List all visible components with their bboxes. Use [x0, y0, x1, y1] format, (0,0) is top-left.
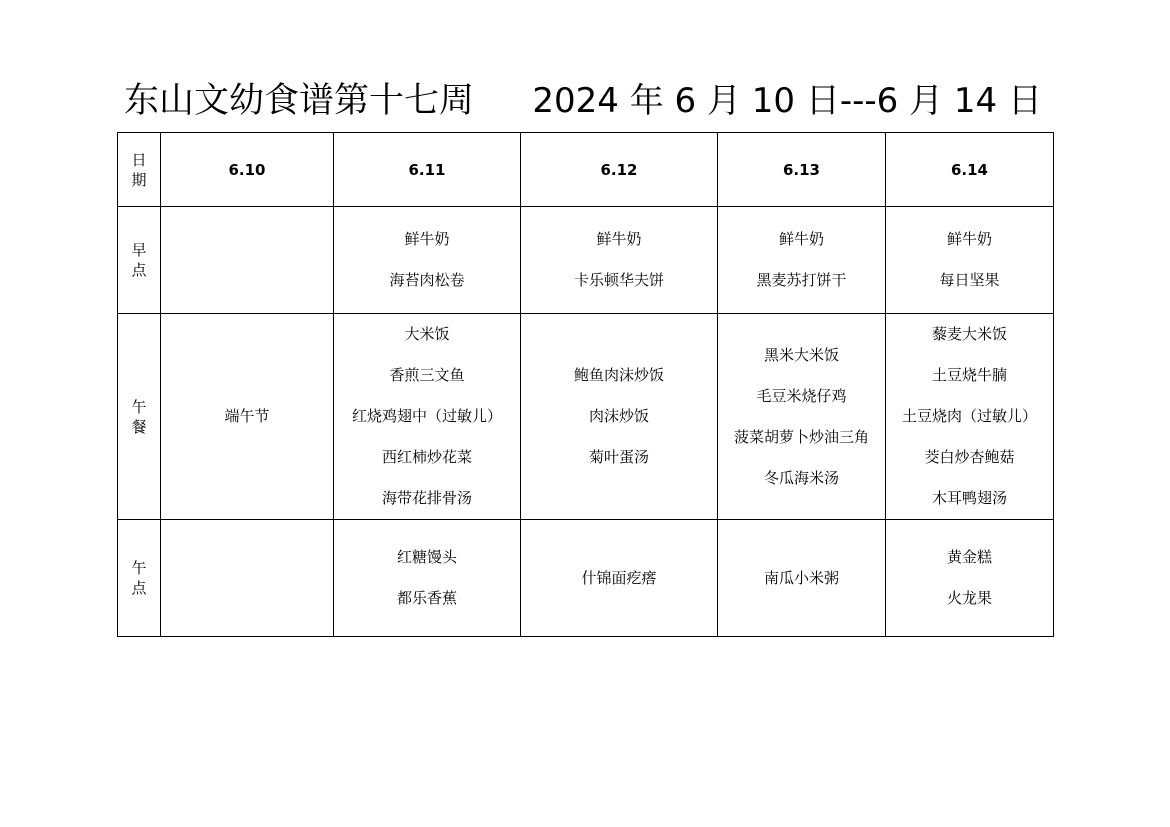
snack-cell [521, 520, 718, 637]
menu-item: 海带花排骨汤 [381, 489, 472, 507]
snack-row [118, 520, 1054, 637]
date-range: 2024 年 6 月 10 日---6 月 14 日 [532, 81, 1042, 121]
snack-cell [161, 520, 334, 637]
menu-item: 冬瓜海米汤 [763, 468, 839, 487]
menu-item: 什锦面疙瘩 [581, 568, 657, 587]
lunch-cell [521, 314, 718, 520]
menu-table [117, 132, 1054, 637]
lunch-row [118, 314, 1054, 520]
menu-item: 茭白炒杏鲍菇 [924, 448, 1015, 466]
menu-item: 黄金糕 [946, 548, 992, 566]
date-cell: 6.14 [886, 133, 1054, 207]
menu-item: 鲜牛奶 [596, 230, 642, 248]
menu-item: 大米饭 [404, 325, 450, 343]
menu-item: 黑麦苏打饼干 [756, 271, 847, 289]
snack-cell [718, 520, 886, 637]
breakfast-cell [334, 207, 521, 314]
date-row [118, 133, 1054, 207]
menu-item: 鲜牛奶 [946, 230, 992, 248]
menu-item: 南瓜小米粥 [763, 568, 839, 587]
date-cell: 6.10 [161, 133, 334, 207]
lunch-cell [161, 314, 334, 520]
breakfast-cell [886, 207, 1054, 314]
breakfast-cell [718, 207, 886, 314]
menu-item: 鲜牛奶 [404, 230, 450, 248]
menu-item: 木耳鸭翅汤 [931, 489, 1007, 507]
menu-item: 土豆烧肉（过敏儿） [901, 407, 1037, 425]
menu-item: 毛豆米烧仔鸡 [756, 386, 847, 405]
menu-item: 每日坚果 [939, 271, 1000, 289]
menu-item: 菊叶蛋汤 [588, 448, 649, 466]
menu-item: 鲜牛奶 [778, 230, 824, 248]
row-label-snack: 午 点 [118, 520, 161, 637]
menu-item: 鲍鱼肉沫炒饭 [573, 366, 664, 384]
menu-item: 西红柿炒花菜 [381, 448, 472, 466]
lunch-cell [886, 314, 1054, 520]
menu-item: 都乐香蕉 [396, 589, 457, 607]
date-cell: 6.13 [718, 133, 886, 207]
lunch-cell [334, 314, 521, 520]
row-label-breakfast: 早 点 [118, 207, 161, 314]
date-cell: 6.11 [334, 133, 521, 207]
menu-item: 黑米大米饭 [763, 345, 839, 364]
menu-item: 端午节 [224, 407, 270, 425]
snack-cell [886, 520, 1054, 637]
breakfast-cell [521, 207, 718, 314]
menu-item: 香煎三文鱼 [389, 366, 465, 384]
menu-item: 肉沫炒饭 [588, 407, 649, 425]
breakfast-row [118, 207, 1054, 314]
menu-item: 藜麦大米饭 [931, 325, 1007, 343]
menu-item: 红糖馒头 [396, 548, 457, 566]
lunch-cell [718, 314, 886, 520]
row-label-lunch: 午 餐 [118, 314, 161, 520]
menu-item: 卡乐顿华夫饼 [573, 271, 664, 289]
menu-item: 土豆烧牛腩 [931, 366, 1007, 384]
menu-item: 火龙果 [946, 589, 992, 607]
title-row [124, 76, 1054, 126]
page-title: 东山文幼食谱第十七周 [124, 81, 475, 121]
menu-item: 红烧鸡翅中（过敏儿） [351, 407, 502, 425]
snack-cell [334, 520, 521, 637]
menu-item: 海苔肉松卷 [389, 271, 465, 289]
date-cell: 6.12 [521, 133, 718, 207]
menu-item: 菠菜胡萝卜炒油三角 [733, 427, 869, 446]
breakfast-cell [161, 207, 334, 314]
row-label-date: 日 期 [118, 133, 161, 207]
